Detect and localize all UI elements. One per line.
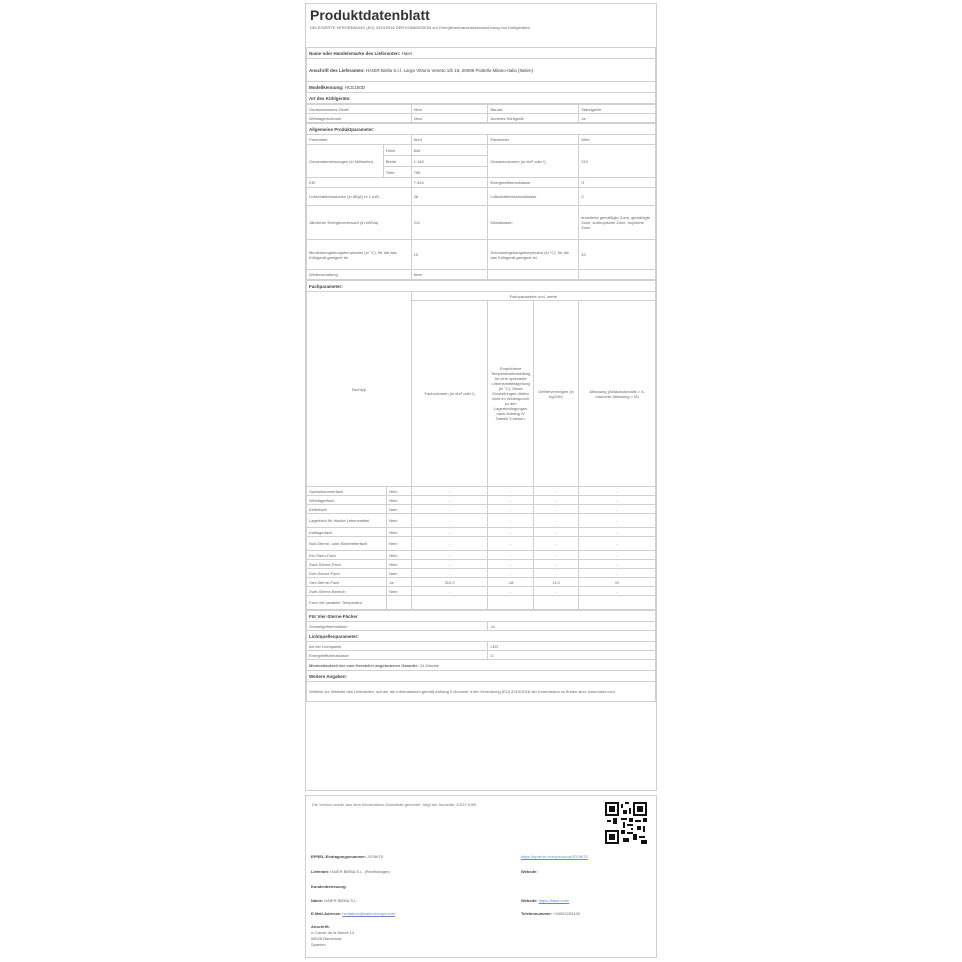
product-data-sheet <box>305 3 657 791</box>
compartment-row: Null-Sterne- oder Eisbereiterfach Nein - - - - <box>307 537 656 551</box>
compartment-row: Zwei-Sterne-Fach Nein - - - - <box>307 560 656 569</box>
footer-notice: Die Version wurde aus dem Informations-Datenblatt generiert, trägt der Anmelde. EASY1069 <box>312 802 477 807</box>
model-id-row: Modellkennung: HCE150D <box>307 82 656 93</box>
compartment-header: Fachparameter: <box>307 281 656 292</box>
supplier-address-row: Anschrift des Lieferanten: HAIER Biella S.r.l. Largo Vittorio Veneto 1/b 18, 20096 Pioltello Milano-Italia (Italien) <box>307 59 656 82</box>
website-link[interactable]: https://haier.com/ <box>538 898 570 903</box>
qr-code-icon[interactable] <box>605 802 647 844</box>
general-row: Winterschaltung Nein <box>307 270 656 280</box>
eprel-link[interactable]: https://eprel.ec.europa.eu/qr/2076675 <box>521 854 588 859</box>
light-header: Lichtquellenparameter: <box>307 631 656 642</box>
compartment-row: Lagerfach für frische Lebensmittel Nein - - - - <box>307 514 656 528</box>
dimensions-label: Gesamtabmessungen (in Millimeter) <box>307 145 384 178</box>
compartment-row: Drei-Sterne-Fach Nein - - - - <box>307 569 656 578</box>
compartment-row: Weinlagerfach Nein - - - - <box>307 496 656 505</box>
general-row: Jährlicher Energieverbrauch (in kWh/a) 211 Klimaklasse: erweiterte gemäßigte Zone, gemäßigte Zone, subtropische Zone, tropische Zone <box>307 206 656 240</box>
email-row: E-Mail-Adresse: hindatech@haier-europe.com <box>311 911 396 916</box>
general-params-table: Allgemeine Produktparameter: Parameter Wert Parameter Wert Gesamtabmessungen (in Millimeter) Höhe 845 Gesamtvolumen (in dm³ oder l) 310 Breite 1.145 Tiefe 755 EEI 7.944 Energieeffizienzklasse G Luftschallemissionen (in dB(A) re 1 pW) 38 Luftschallemissionsklasse C Jährlicher Energieverbrauch (in kWh/a) 211 Klimaklasse: erweiterte gemäßigte Zone, gemäßigte Zone, subtropische Zone, tropische Zone Mindestumgebungstemperatur (in °C), für die das Kühlgerät geeignet ist 10 Höchstumgebungstemperatur (in °C), für die das Kühlgerät geeignet ist 43 Winterschaltung Nein <box>306 123 656 280</box>
contact-header: Kundenbetreuung: <box>311 884 347 889</box>
type-row: Weinlagerschrank Nein Anderes Kühlgerät Ja <box>307 114 656 123</box>
supplier-name-row: Name oder Handelsmarke des Lieferanten: Haier <box>307 48 656 59</box>
further-header: Weitere Angaben: <box>307 671 656 682</box>
type-table <box>306 104 656 123</box>
general-row: EEI 7.944 Energieeffizienzklasse G <box>307 178 656 188</box>
phone-row: Telefonnummer: +34902202430 <box>521 911 580 916</box>
compartment-row: Ein-Stern-Fach Nein - - - - <box>307 551 656 560</box>
regulation-text: DELEGIERTE VERORDNUNG (EU) 2019/2016 DER KOMMISSION zur Energieverbrauchskennzeichnung von Kühlgeräten <box>310 25 530 30</box>
eprel-row: EPREL-Eintragungsnummer: 2076675 <box>311 854 383 859</box>
general-row: Mindestumgebungstemperatur (in °C), für die das Kühlgerät geeignet ist 10 Höchstumgebungstemperatur (in °C), für die das Kühlgerät geeignet ist 43 <box>307 240 656 270</box>
compartment-row: Fach mit variabler Temperatur <box>307 596 656 610</box>
supplier-table <box>306 47 656 104</box>
compartment-row: Kaltlagerfach Nein - - - - <box>307 528 656 537</box>
contact-name-row: Name: HAIER BIEBA S.L. <box>311 898 358 903</box>
compartment-row: Kellerfach Nein - - - - <box>307 505 656 514</box>
further-text: Weblink zur Website des Lieferanten, auf der die Informationen gemäß Anhang II Nummer 4 der Verordnung (EU) 2019/2016 der Kommission zu finden sind: www.haier.com <box>307 682 656 702</box>
compartment-row: Vier-Sterne-Fach Ja 310,0 -18 14,0 M <box>307 578 656 587</box>
email-link[interactable]: hindatech@haier-europe.com <box>342 911 396 916</box>
light-table: Für Vier-Sterne-Fächer Schnellgefrierfunktion Ja Lichtquellenparameter: Art der Lichtquelle LED Energieeffizienzklasse G Mindestlaufzeit der vom Hersteller angebotenen Garantie: 24 Monate Weitere Angaben: Weblink zur Website des Lieferanten, auf der die Informationen gemäß Anhang II Nummer 4 der Verordnung (EU) 2019/2016 der Kommission zu finden sind: www.haier.com <box>306 610 656 702</box>
supplier-row: Lieferant: HAIER BIEBA S.L. (Rechtsfolger) <box>311 869 390 874</box>
address-block: Anschrift: c/ Carrer de la Mercè 14 08028 Barcelona Spanien <box>311 924 355 947</box>
type-row: Geräuscharmes Gerät Nein Bauart: Standgerät <box>307 105 656 114</box>
compartment-row: Zwei-Sterne-Bereich Nein - - - - <box>307 587 656 596</box>
general-header: Allgemeine Produktparameter: <box>307 124 656 135</box>
appliance-type-header: Art des Kühlgeräts: <box>307 93 656 104</box>
compartment-row: Speisekammerfach Nein - - - - <box>307 487 656 496</box>
warranty-row: Mindestlaufzeit der vom Hersteller angebotenen Garantie: 24 Monate <box>307 660 656 671</box>
website-row-2: Website: https://haier.com/ <box>521 898 570 903</box>
sheet-title: Produktdatenblatt <box>310 7 430 23</box>
four-star-header: Für Vier-Sterne-Fächer <box>307 611 656 622</box>
general-row: Luftschallemissionen (in dB(A) re 1 pW) 38 Luftschallemissionsklasse C <box>307 188 656 206</box>
website-row-1: Website: <box>521 869 538 874</box>
compartment-table: Fachparameter: Fachtyp Fachparameter und -werte Fachvolumen (in dm³ oder l) Empfohlene Temperatureinstellung für eine optimierte Lebensmittellagerung (in °C). Diese Einstellungen dürfen nicht im Widerspruch zu den Lagerbedingungen nach Anhang IV Tabelle 3 stehen. Gefriervermögen (in kg/24h) Abtauung (Abtauautomatik = A, manuelle Abtauung = M) Speisekammerfach Nein - - - - Weinlagerfach Nein - - - - Kellerfach Nein - - - - Lagerfach für frische Lebensmittel Nein - - - - Kaltlagerfach Nein - - - - Null-Sterne- oder Eisbereiterfach Nein - - - - Ein-Stern-Fach Nein - - - - Zwei-Sterne-Fach Nein - - - - Drei-Sterne-Fach Nein - - - - Vier-Sterne-Fach Ja 310,0 -18 14,0 M Zwei-Sterne-Bereich Nein - - - - Fach mit variabler Temperatur <box>306 280 656 610</box>
